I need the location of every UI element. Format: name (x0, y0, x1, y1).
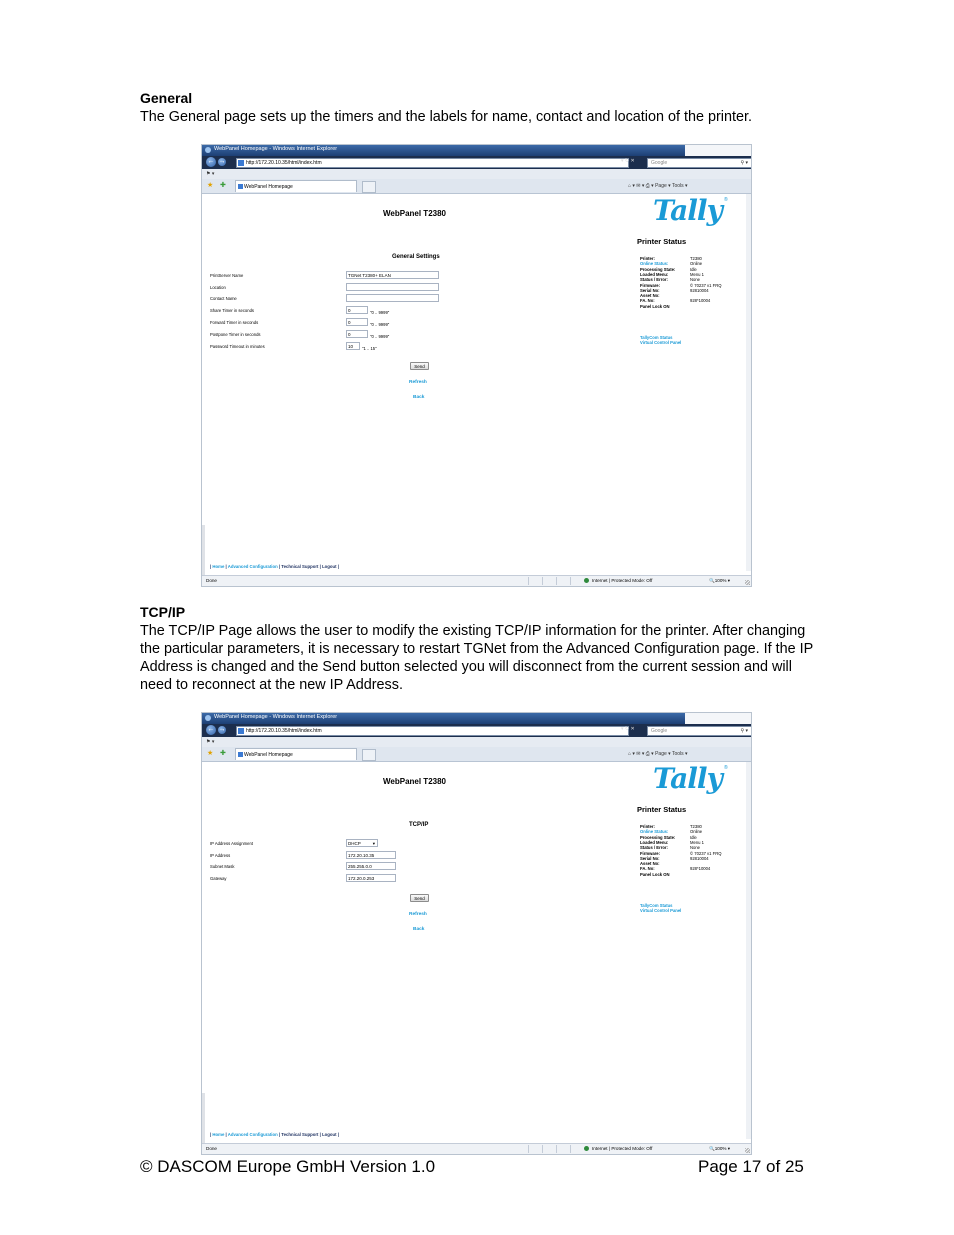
favorites-star-icon[interactable]: ★ (207, 750, 214, 757)
technical-support-link[interactable]: Technical Support (281, 1132, 319, 1137)
field-input[interactable]: 0 (346, 306, 368, 314)
send-button[interactable]: Send (410, 362, 429, 370)
field-label: Contact Name (210, 296, 237, 301)
scrollbar[interactable] (746, 194, 751, 571)
field-label: Postpone Timer in seconds (210, 332, 261, 337)
page-icon (238, 160, 244, 166)
refresh-stop-icon[interactable]: ▾ ↻ ✕ (621, 726, 635, 732)
status-label: Processing State: (640, 834, 676, 840)
field-input[interactable]: 172.20.10.35 (346, 851, 396, 859)
status-label[interactable]: Online Status: (640, 829, 669, 835)
address-bar[interactable] (236, 158, 629, 168)
field-label: PrintServer Name (210, 273, 244, 278)
tcpip-screenshot (201, 712, 752, 1155)
home-link[interactable]: Home (212, 564, 225, 569)
status-label: Asset No: (640, 861, 660, 867)
new-tab-button[interactable] (362, 749, 376, 761)
status-label: Serial No: (640, 855, 660, 861)
status-bar (202, 575, 751, 586)
zoom-level[interactable]: 🔍100% ▾ (709, 1146, 731, 1151)
registered-mark: ® (724, 765, 728, 771)
status-value: © 70237 v1 FRQ (690, 282, 722, 288)
navigation-bar (202, 156, 751, 169)
status-value: T2380 (690, 824, 702, 829)
status-value: T2380 (690, 256, 702, 261)
add-favorite-icon[interactable]: ✚ (220, 750, 226, 757)
field-input[interactable]: 0 (346, 330, 368, 338)
technical-support-link[interactable]: Technical Support (281, 564, 319, 569)
back-link[interactable]: Back (413, 927, 425, 932)
status-label: FA. No: (640, 298, 655, 304)
status-value: © 70237 v1 FRQ (690, 850, 722, 856)
status-label: Processing State: (640, 266, 676, 272)
field-label: Location (210, 285, 226, 290)
status-value: Idle (690, 266, 697, 272)
virtual-control-panel-link[interactable]: Virtual Control Panel (640, 340, 682, 345)
field-input[interactable] (346, 283, 439, 291)
search-input[interactable]: Google ⚲ ▾ (647, 158, 752, 168)
forward-arrow-icon[interactable]: → (218, 726, 226, 733)
refresh-link[interactable]: Refresh (409, 912, 427, 917)
field-hint: "1 .. 15" (362, 346, 377, 351)
globe-icon (584, 1146, 589, 1151)
printer-status-title: Printer Status (637, 237, 687, 246)
status-label: Panel Lock ON (640, 303, 670, 309)
command-bar[interactable]: ⌂ ▾ ✉ ▾ ⎙ ▾ Page ▾ Tools ▾ (628, 751, 688, 757)
tcpip-title: TCP/IP (409, 822, 429, 828)
field-label: Subnet Mask (210, 864, 235, 869)
webpanel-title: WebPanel T2380 (383, 777, 446, 786)
status-value: 92810004 (690, 855, 709, 861)
globe-icon (584, 578, 589, 583)
field-hint: "0 .. 9999" (370, 310, 390, 315)
status-value: None (690, 277, 701, 283)
tcpip-heading: TCP/IP (140, 604, 186, 620)
virtual-control-panel-link[interactable]: Virtual Control Panel (640, 908, 682, 913)
bottom-nav-links: | Home | Advanced Configuration | Technical Support | Logout | (210, 1132, 340, 1137)
command-bar[interactable]: ⌂ ▾ ✉ ▾ ⎙ ▾ Page ▾ Tools ▾ (628, 183, 688, 189)
page-icon (238, 728, 244, 734)
menu-bar (202, 737, 751, 747)
tallycom-status-link[interactable]: TallyCom Status (640, 903, 673, 908)
status-label: Printer: (640, 256, 655, 261)
tab-bar (202, 747, 751, 762)
address-bar[interactable] (236, 726, 629, 736)
search-input[interactable]: Google ⚲ ▾ (647, 726, 752, 736)
field-label: IP Address (210, 853, 231, 858)
ie-window-icon (205, 715, 211, 721)
logout-link[interactable]: Logout (322, 564, 337, 569)
status-label: Loaded Menu: (640, 839, 669, 845)
status-value: 92810004 (690, 287, 709, 293)
tally-logo: Tally (653, 762, 722, 795)
field-hint: "0 .. 9999" (370, 322, 390, 327)
back-link[interactable]: Back (413, 395, 425, 400)
add-favorite-icon[interactable]: ✚ (220, 182, 226, 189)
window-titlebar (202, 145, 751, 156)
page-icon (238, 184, 243, 189)
bottom-nav-links: | Home | Advanced Configuration | Technical Support | Logout | (210, 564, 340, 569)
field-label: Gateway (210, 876, 227, 881)
ip-assignment-select[interactable]: DHCP ▾ (346, 839, 378, 847)
security-zone: Internet | Protected Mode: Off (592, 1144, 652, 1154)
back-arrow-icon[interactable]: ← (207, 726, 215, 733)
home-link[interactable]: Home (212, 1132, 225, 1137)
general-description: The General page sets up the timers and the labels for name, contact and location of the printer. (140, 109, 752, 125)
field-input[interactable]: 10 (346, 342, 360, 350)
status-value: Idle (690, 834, 697, 840)
favorites-menu-icon[interactable]: ⚑ ▾ (206, 171, 215, 177)
resize-grip-icon[interactable] (745, 1148, 750, 1153)
field-hint: "0 .. 9999" (370, 334, 390, 339)
field-label: Forward Timer in seconds (210, 320, 259, 325)
tallycom-status-link[interactable]: TallyCom Status (640, 335, 673, 340)
general-screenshot (201, 144, 752, 587)
logout-link[interactable]: Logout (322, 1132, 337, 1137)
footer-copyright: © DASCOM Europe GmbH Version 1.0 (140, 1157, 436, 1176)
window-titlebar (202, 713, 751, 724)
status-label: Status / Error: (640, 277, 668, 283)
advanced-configuration-link[interactable]: Advanced Configuration (227, 1132, 278, 1137)
field-input[interactable]: TGNet T2380+ ELAN (346, 271, 439, 279)
status-value: 928*10004 (690, 298, 711, 304)
status-label[interactable]: Online Status: (640, 261, 669, 267)
field-input[interactable] (346, 294, 439, 302)
general-heading: General (140, 90, 193, 106)
advanced-configuration-link[interactable]: Advanced Configuration (227, 564, 278, 569)
field-label: IP Address Assignment (210, 841, 253, 846)
webpanel-content (205, 762, 748, 1139)
ie-window-icon (205, 147, 211, 153)
search-icon[interactable]: ⚲ ▾ (740, 160, 748, 166)
tcpip-description: The TCP/IP Page allows the user to modify the existing TCP/IP information for the printer. After changing the particular parameters, it is necessary to restart TGNet from the Advanced Configuration page. If the IP Address is changed and the Send button selected you will disconnect from the current session and will need to reconnect at the new IP Address. (140, 623, 813, 693)
search-icon[interactable]: ⚲ ▾ (740, 728, 748, 734)
status-value: Menu 1 (690, 271, 704, 277)
printer-status-title: Printer Status (637, 805, 687, 814)
status-label: Loaded Menu: (640, 271, 669, 277)
security-zone: Internet | Protected Mode: Off (592, 576, 652, 586)
resize-grip-icon[interactable] (745, 580, 750, 585)
general-settings-title: General Settings (392, 254, 440, 260)
favorites-menu-icon[interactable]: ⚑ ▾ (206, 739, 215, 745)
tab-webpanel-homepage[interactable]: WebPanel Homepage (235, 748, 357, 760)
menu-bar (202, 169, 751, 179)
back-arrow-icon[interactable]: ← (207, 158, 215, 165)
status-label: Panel Lock ON (640, 871, 670, 877)
status-value: 928*10004 (690, 866, 711, 872)
send-button[interactable]: Send (410, 894, 429, 902)
field-input[interactable]: 255.255.0.0 (346, 862, 396, 870)
status-value: Online (690, 261, 703, 267)
status-label: Firmware: (640, 850, 661, 856)
field-label: Share Timer in seconds (210, 308, 254, 313)
navigation-bar (202, 724, 751, 737)
address-url: http://172.20.10.35/html/index.htm (246, 160, 322, 166)
tab-bar (202, 179, 751, 194)
webpanel-title: WebPanel T2380 (383, 209, 446, 218)
refresh-link[interactable]: Refresh (409, 380, 427, 385)
status-done: Done (206, 578, 217, 583)
window-title: WebPanel Homepage - Windows Internet Explorer (214, 714, 338, 720)
window-title: WebPanel Homepage - Windows Internet Explorer (214, 146, 338, 152)
status-value: Menu 1 (690, 839, 704, 845)
status-label: FA. No: (640, 866, 655, 872)
status-value: Online (690, 829, 703, 835)
new-tab-button[interactable] (362, 181, 376, 193)
field-input[interactable]: 172.20.0.253 (346, 874, 396, 882)
footer-page-number: Page 17 of 25 (698, 1157, 804, 1176)
field-label: Password Timeout in minutes (210, 344, 265, 349)
field-input[interactable]: 0 (346, 318, 368, 326)
refresh-stop-icon[interactable]: ▾ ↻ ✕ (621, 158, 635, 164)
webpanel-content (205, 194, 748, 571)
tally-logo: Tally (653, 194, 722, 227)
zoom-level[interactable]: 🔍100% ▾ (709, 578, 731, 583)
status-label: Printer: (640, 824, 655, 829)
tab-webpanel-homepage[interactable]: WebPanel Homepage (235, 180, 357, 192)
status-done: Done (206, 1146, 217, 1151)
status-label: Status / Error: (640, 845, 668, 851)
favorites-star-icon[interactable]: ★ (207, 182, 214, 189)
status-label: Firmware: (640, 282, 661, 288)
address-url: http://172.20.10.35/html/index.htm (246, 728, 322, 734)
registered-mark: ® (724, 197, 728, 203)
chevron-down-icon[interactable]: ▾ (372, 841, 375, 846)
status-value: None (690, 845, 701, 851)
forward-arrow-icon[interactable]: → (218, 158, 226, 165)
status-bar (202, 1143, 751, 1154)
scrollbar[interactable] (746, 762, 751, 1139)
status-label: Serial No: (640, 287, 660, 293)
status-label: Asset No: (640, 293, 660, 299)
page-icon (238, 752, 243, 757)
